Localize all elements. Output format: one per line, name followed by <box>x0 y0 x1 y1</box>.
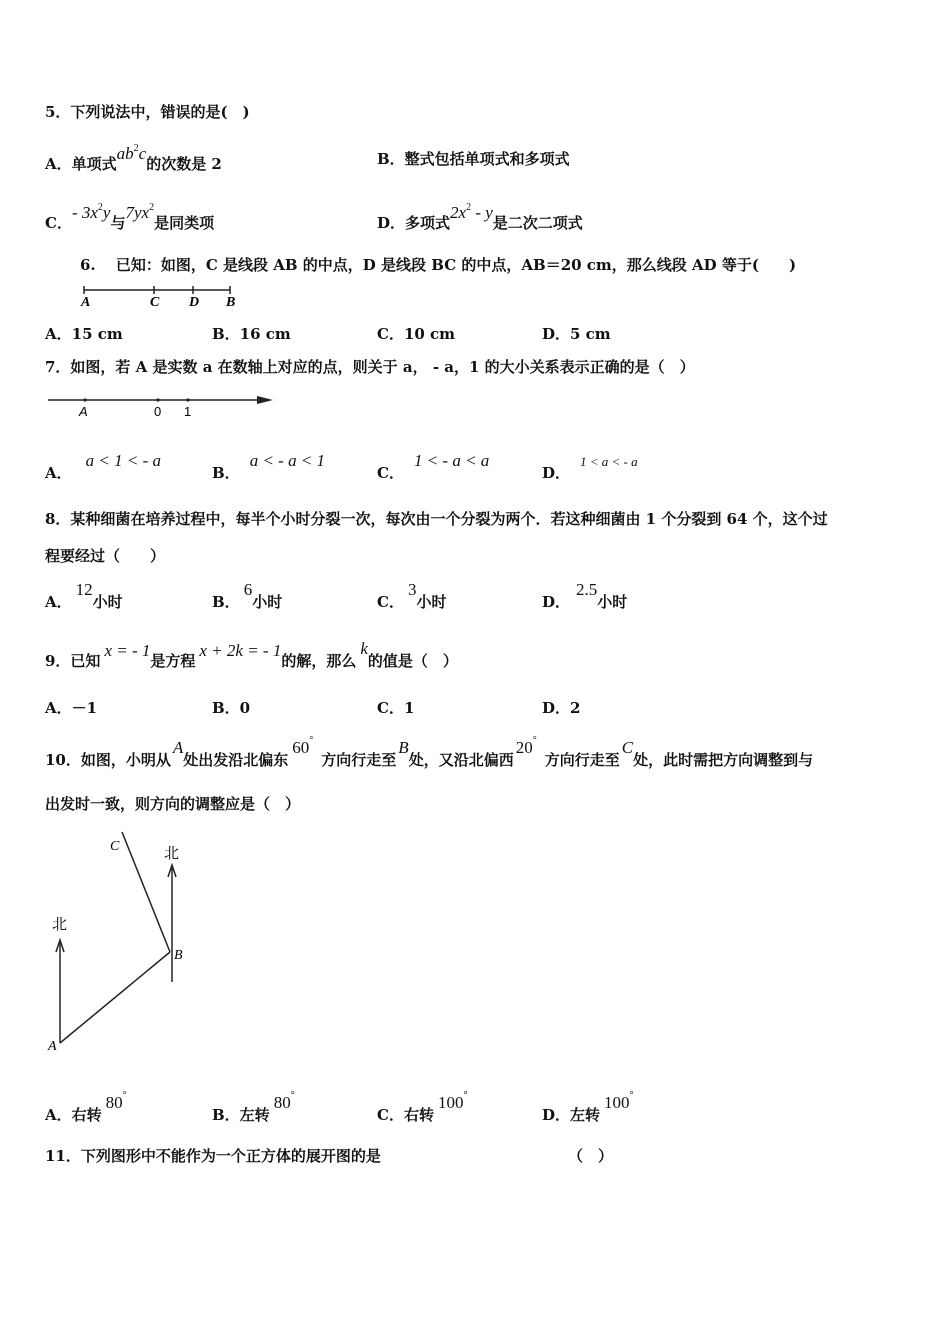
q6-option-d: D．5 cm <box>542 325 611 343</box>
label-zero: 0 <box>154 404 162 419</box>
point-one <box>186 398 189 401</box>
q5-option-c: C．- $3x^2y$与$7yx^2$是同类项 <box>45 202 215 232</box>
label-one: 1 <box>184 404 192 419</box>
q6-option-a: A．15 cm <box>45 325 123 343</box>
q7-stem: 7．如图，若 A 是实数 a 在数轴上对应的点，则关于 a， - a，1 的大小关系表示正确的是（ ） <box>45 358 695 376</box>
label-c: C <box>110 839 120 854</box>
q6-segment-figure <box>80 282 240 310</box>
q7-option-b: B．a < - a < 1 <box>212 451 326 482</box>
q9-option-d: D．2 <box>542 699 581 717</box>
q6-stem: 6. 已知：如图，C 是线段 AB 的中点，D 是线段 BC 的中点，AB＝20 cm，那么线段 AD 等于( ) <box>80 256 797 274</box>
q9-option-b: B．0 <box>212 699 251 717</box>
q8-stem-line1: 8．某种细菌在培养过程中，每半个小时分裂一次，每次由一个分裂为两个．若这种细菌由 1 个分裂到 64 个，这个过 <box>45 510 828 528</box>
q7-number-line <box>45 390 280 424</box>
q8-option-c: C．3小时 <box>377 580 447 611</box>
q10-stem-line1: 10．如图，小明从A处出发沿北偏东60°方向行走至B处，又沿北偏西20°方向行走至C处，此时需把方向调整到与 <box>45 735 814 769</box>
q5-option-b: B．整式包括单项式和多项式 <box>377 150 570 168</box>
q6-option-c: C．10 cm <box>377 325 456 343</box>
q10-stem-line2: 出发时一致，则方向的调整应是（ ） <box>45 795 301 813</box>
q7-option-a: A．a < 1 < - a <box>45 451 161 482</box>
q5-option-a: A．单项式$ab^2c$的次数是 2 <box>45 143 222 173</box>
axis-arrow <box>257 396 273 404</box>
segment-bc <box>122 832 170 952</box>
q9-option-a: A．－1 <box>45 699 98 717</box>
q6-option-b: B．16 cm <box>212 325 291 343</box>
q8-option-d: D．2.5小时 <box>542 580 628 611</box>
q10-option-c: C．右转100° <box>377 1090 468 1124</box>
q8-stem-line2: 程要经过（ ） <box>45 547 166 565</box>
label-b: B <box>174 948 183 963</box>
q8-option-b: B．6小时 <box>212 580 283 611</box>
q8-option-a: A．12小时 <box>45 580 123 611</box>
label-c: C <box>150 295 160 310</box>
label-b: B <box>226 295 236 310</box>
q9-option-c: C．1 <box>377 699 415 717</box>
label-d: D <box>189 295 200 310</box>
north-label-b: 北 <box>164 844 180 862</box>
north-label-a: 北 <box>52 915 68 933</box>
q7-option-d: D．1 < a < - a <box>542 454 638 482</box>
q10-direction-figure <box>40 828 200 1058</box>
point-a <box>83 398 86 401</box>
segment-ab <box>60 952 170 1043</box>
q10-option-a: A．右转80° <box>45 1090 127 1124</box>
q10-option-d: D．左转100° <box>542 1090 634 1124</box>
label-a: A <box>48 1039 57 1054</box>
q11-answer-paren: （ ） <box>568 1147 614 1165</box>
q5-option-d: D．多项式$2x^2$ - y是二次二项式 <box>377 202 583 232</box>
q10-option-b: B．左转80° <box>212 1090 295 1124</box>
label-a: A <box>81 295 91 310</box>
label-a: A <box>79 404 88 419</box>
q7-option-c: C．1 < - a < a <box>377 451 490 482</box>
q9-stem: 9．已知x = - 1是方程x + 2k = - 1的解，那么k的值是（ ） <box>45 639 458 670</box>
q11-stem: 11．下列图形中不能作为一个正方体的展开图的是 <box>45 1147 381 1165</box>
point-zero <box>156 398 159 401</box>
q5-stem: 5．下列说法中，错误的是( ) <box>45 103 250 121</box>
